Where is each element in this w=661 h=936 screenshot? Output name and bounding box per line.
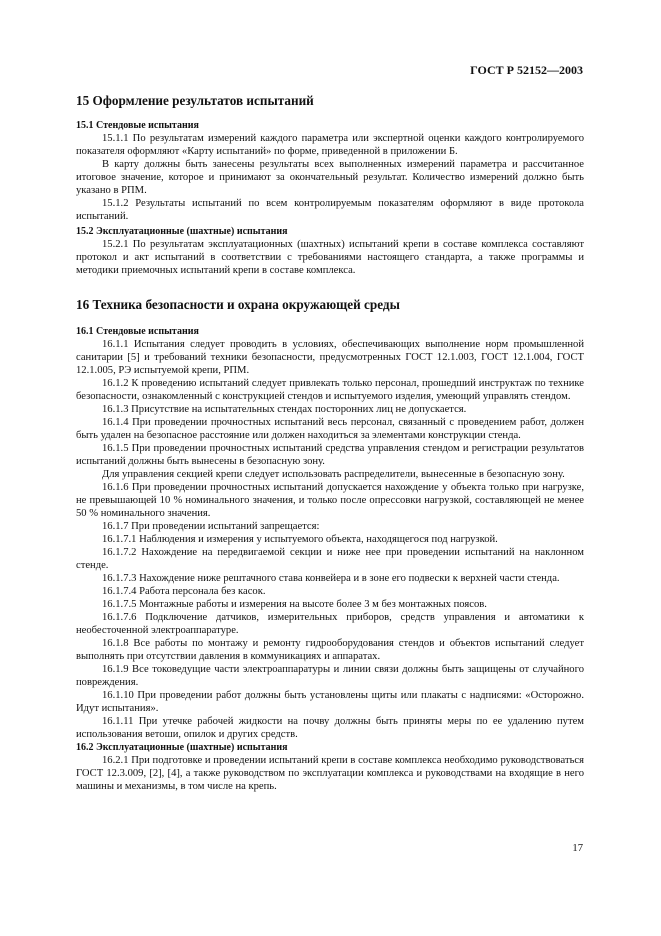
- paragraph-16-1-3: 16.1.3 Присутствие на испытательных стендах посторонних лиц не допускается.: [102, 404, 467, 415]
- document-code: ГОСТ Р 52152—2003: [470, 63, 583, 77]
- page-body: [76, 93, 584, 793]
- subsection-16-2-title: 16.2 Эксплуатационные (шахтные) испытания: [76, 742, 288, 753]
- paragraph-15-1-2: 15.1.2 Результаты испытаний по всем контролируемым показателям оформляют в виде протокола испытаний.: [76, 198, 584, 222]
- paragraph-16-1-5: 16.1.5 При проведении прочностных испытаний средства управления стендом и регистрации результатов испытаний должны быть вынесены в безопасную зону.: [76, 443, 584, 467]
- paragraph-16-1-7-5: 16.1.7.5 Монтажные работы и измерения на высоте более 3 м без монтажных поясов.: [102, 599, 487, 610]
- paragraph-16-1-8: 16.1.8 Все работы по монтажу и ремонту гидрооборудования стендов и объектов испытаний следует выполнять при отсутствии давления в коммуникациях и аппаратах.: [76, 638, 584, 662]
- paragraph-15-2-1: 15.2.1 По результатам эксплуатационных (шахтных) испытаний крепи в составе комплекса составляют протокол и акт испытаний в соответствии с требованиями настоящего стандарта, а также программы и методики приемочных испытаний крепи в составе комплекса.: [76, 239, 584, 276]
- page-number: 17: [572, 843, 583, 854]
- paragraph-16-1-5-b: Для управления секцией крепи следует использовать распределители, вынесенные в безопасную зону.: [102, 469, 565, 480]
- paragraph-16-1-7-2: 16.1.7.2 Нахождение на передвигаемой секции и ниже нее при проведении испытаний на наклонном стенде.: [76, 547, 584, 571]
- paragraph-16-1-11: 16.1.11 При утечке рабочей жидкости на почву должны быть приняты меры по ее удалению путем использования ветоши, опилок и других средств.: [76, 716, 584, 740]
- paragraph-16-2-1: 16.2.1 При подготовке и проведении испытаний крепи в составе комплекса необходимо руководствоваться ГОСТ 12.3.009, [2], [4], а также руководством по эксплуатации комплекса и руководствами на входящие в него машины и механизмы, в том числе на крепь.: [76, 755, 584, 792]
- paragraph-16-1-4: 16.1.4 При проведении прочностных испытаний весь персонал, связанный с проведением работ, должен быть удален на безопасное расстояние или должен находиться за элементами конструкции стенда.: [76, 417, 584, 441]
- paragraph-16-1-2: 16.1.2 К проведению испытаний следует привлекать только персонал, прошедший инструктаж по технике безопасности, ознакомленный с конструкцией стендов и испытуемого изделия, умеющий управлять стендом.: [76, 378, 584, 402]
- paragraph-16-1-7-4: 16.1.7.4 Работа персонала без касок.: [102, 586, 266, 597]
- paragraph-16-1-10: 16.1.10 При проведении работ должны быть установлены щиты или плакаты с надписями: «Осторожно. Идут испытания».: [76, 690, 584, 714]
- subsection-16-1-title: 16.1 Стендовые испытания: [76, 326, 199, 337]
- paragraph-16-1-7: 16.1.7 При проведении испытаний запрещается:: [102, 521, 320, 532]
- section-16-title: 16 Техника безопасности и охрана окружающей среды: [76, 297, 400, 312]
- paragraph-16-1-7-1: 16.1.7.1 Наблюдения и измерения у испытуемого объекта, находящегося под нагрузкой.: [102, 534, 498, 545]
- subsection-15-1-title: 15.1 Стендовые испытания: [76, 120, 199, 131]
- paragraph-16-1-7-6: 16.1.7.6 Подключение датчиков, измерительных приборов, средств управления и автоматики к необесточенной электроаппаратуре.: [76, 612, 584, 636]
- paragraph-15-1-1-b: В карту должны быть занесены результаты всех выполненных измерений параметра и рассчитанное итоговое значение, которое и принимают за окончательный результат. Количество измерений должно быть указано в РПМ.: [76, 159, 584, 196]
- paragraph-16-1-9: 16.1.9 Все токоведущие части электроаппаратуры и линии связи должны быть защищены от случайного повреждения.: [76, 664, 584, 688]
- paragraph-16-1-7-3: 16.1.7.3 Нахождение ниже рештачного става конвейера и в зоне его подвески к верхней части стенда.: [102, 573, 560, 584]
- paragraph-16-1-1: 16.1.1 Испытания следует проводить в условиях, обеспечивающих выполнение норм промышленной санитарии [5] и требований техники безопасности, предусмотренных ГОСТ 12.1.003, ГОСТ 12.1.004, ГОСТ 12.1.005, РЭ испытуемой крепи, РПМ.: [76, 339, 584, 376]
- section-15-title: 15 Оформление результатов испытаний: [76, 93, 314, 108]
- paragraph-16-1-6: 16.1.6 При проведении прочностных испытаний допускается нахождение у объекта только при нагрузке, не превышающей 10 % номинального значения, и только после опрессовки нагрузкой, составляющей не менее 50 % номинального значения.: [76, 482, 584, 519]
- paragraph-15-1-1: 15.1.1 По результатам измерений каждого параметра или экспертной оценки каждого контролируемого показателя оформляют «Карту испытаний» по форме, приведенной в приложении Б.: [76, 133, 584, 157]
- subsection-15-2-title: 15.2 Эксплуатационные (шахтные) испытания: [76, 226, 288, 237]
